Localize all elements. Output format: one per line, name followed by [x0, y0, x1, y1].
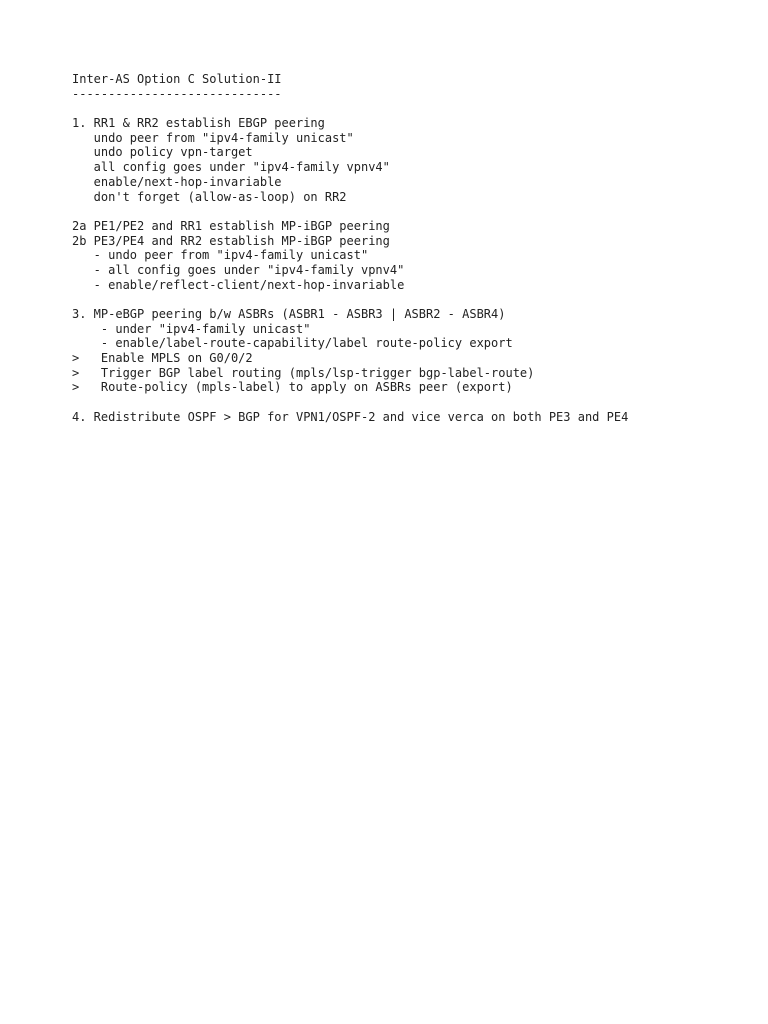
blank-line: [72, 204, 752, 219]
step-1-heading: 1. RR1 & RR2 establish EBGP peering: [72, 116, 325, 131]
step-1-detail: undo peer from "ipv4-family unicast": [72, 130, 354, 145]
step-2-detail: - all config goes under "ipv4-family vpnv4": [72, 262, 405, 277]
step-3-detail: - under "ipv4-family unicast": [72, 321, 311, 336]
step-2-detail: - undo peer from "ipv4-family unicast": [72, 248, 369, 263]
step-2a-heading: 2a PE1/PE2 and RR1 establish MP-iBGP peering: [72, 218, 390, 233]
step-3-note: > Route-policy (mpls-label) to apply on ASBRs peer (export): [72, 380, 513, 395]
document-page: [72, 72, 752, 425]
step-3-note: > Enable MPLS on G0/0/2: [72, 351, 253, 366]
blank-line: [72, 101, 752, 116]
step-3-heading: 3. MP-eBGP peering b/w ASBRs (ASBR1 - ASBR3 | ASBR2 - ASBR4): [72, 307, 506, 321]
step-4-heading: 4. Redistribute OSPF > BGP for VPN1/OSPF-2 and vice verca on both PE3 and PE4: [72, 409, 629, 424]
step-2-detail: - enable/reflect-client/next-hop-invariable: [72, 277, 405, 292]
step-1-detail: undo policy vpn-target: [72, 145, 253, 160]
blank-line: [72, 292, 752, 307]
step-1-detail: all config goes under "ipv4-family vpnv4": [72, 160, 390, 175]
document-title: Inter-AS Option C Solution-II: [72, 72, 282, 86]
step-2b-heading: 2b PE3/PE4 and RR2 establish MP-iBGP peering: [72, 233, 390, 248]
step-1-detail: don't forget (allow-as-loop) on RR2: [72, 189, 347, 204]
title-underline: -----------------------------: [72, 86, 282, 101]
step-3-detail: - enable/label-route-capability/label route-policy export: [72, 336, 513, 351]
step-3-note: > Trigger BGP label routing (mpls/lsp-trigger bgp-label-route): [72, 365, 535, 380]
blank-line: [72, 395, 752, 410]
step-1-detail: enable/next-hop-invariable: [72, 174, 282, 189]
